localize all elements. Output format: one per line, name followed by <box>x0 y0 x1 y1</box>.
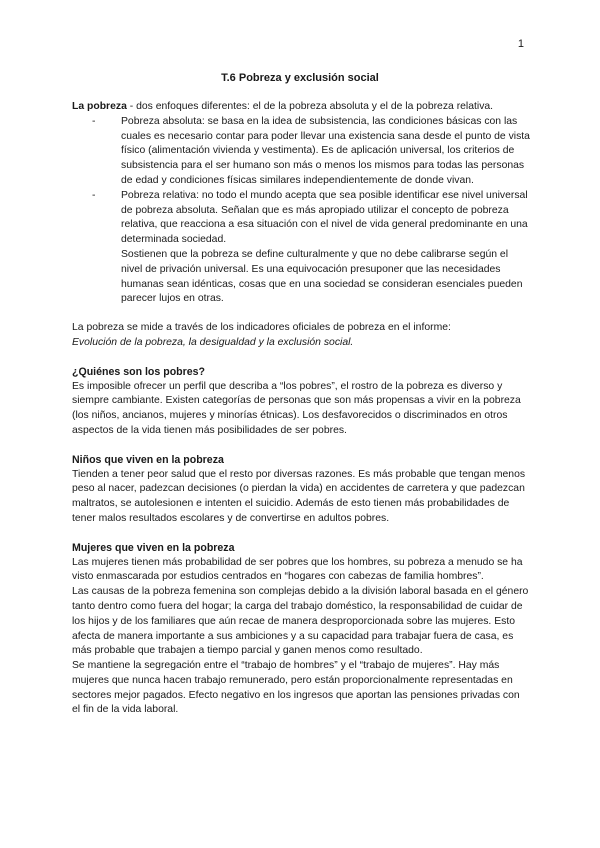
list-item-absolute <box>92 115 530 189</box>
section-heading: Niños que viven en la pobreza <box>72 453 224 466</box>
measure-paragraph <box>72 321 530 351</box>
page-number: 1 <box>517 38 524 50</box>
list-item-relative <box>92 189 530 307</box>
section-text: Las causas de la pobreza femenina son complejas debido a la división laboral basada en el género tanto dentro como fuera del hogar; la carga del trabajo doméstico, la responsabilidad de cuidar de los hijos y de los familiares que aún recae de manera desproporcionada sobre las mujeres. Esto afecta de manera importante a sus ambiciones y a su capacidad para trabajar fuera de casa, es más probable que trabajen a tiempo parcial y ganen menos como resultado. <box>72 586 529 657</box>
list-item-text: Pobreza absoluta: se basa en la idea de subsistencia, las condiciones básicas con las cuales es necesario contar para poder llevar una existencia sana desde el punto de vista físico (alimentación vivienda y vestimenta). Es de aplicación universal, los criterios de subsistencia para el ser humano son más o menos los mismos para todas las personas de edad y condiciones físicas similares independientemente de donde vivan. <box>121 115 530 186</box>
section-text: Las mujeres tienen más probabilidad de ser pobres que los hombres, su pobreza a menudo se ha visto enmascarada por estudios centrados en “hogares con cabezas de familia hombres”. <box>72 556 523 583</box>
list-dash: - <box>92 189 96 201</box>
list-item-text: Pobreza relativa: no todo el mundo acepta que sea posible identificar ese nivel universal de pobreza absoluta. Señalan que es más apropiado utilizar el concepto de pobreza relativa, que reacciona a esa situación con el nivel de vida general predominante en una determinada sociedad. <box>121 189 528 246</box>
section-heading: Mujeres que viven en la pobreza <box>72 541 235 554</box>
section-heading: ¿Quiénes son los pobres? <box>72 365 206 378</box>
document-title: T.6 Pobreza y exclusión social <box>221 72 379 84</box>
report-title: Evolución de la pobreza, la desigualdad y la exclusión social. <box>72 336 354 348</box>
intro-text: - dos enfoques diferentes: el de la pobreza absoluta y el de la pobreza relativa. <box>126 101 494 112</box>
intro-heading: La pobreza <box>72 101 127 112</box>
section-text: Tienden a tener peor salud que el resto por diversas razones. Es más probable que tengan menos peso al nacer, padezcan decisiones (o pierdan la vida) en accidentes de carretera y que padezcan maltratos, se autolesionen e intenten el suicidio. Además de esto tienen más probabilidades de tener malos resultados escolares y de convertirse en adultos pobres. <box>72 468 526 524</box>
intro-paragraph <box>72 100 530 115</box>
section-mujeres <box>72 541 530 719</box>
poverty-types-list <box>72 115 530 307</box>
document-body <box>72 100 530 718</box>
list-item-text-continued: Sostienen que la pobreza se define culturalmente y que no debe calibrarse según el nivel de privación universal. Es una equivocación presuponer que las necesidades humanas sean idénticas, cosas que en una sociedad se consideran esenciales pueden parecer lujos en otras. <box>121 248 523 305</box>
section-ninos <box>72 453 530 527</box>
section-text: Es imposible ofrecer un perfil que describa a “los pobres”, el rostro de la pobreza es diverso y siempre cambiante. Existen categorías de personas que son más propensas a vivir en la pobreza (los niños, ancianos, mujeres y minorías étnicas). Los desfavorecidos o discriminados en otros aspectos de la vida tienen más posibilidades de ser pobres. <box>72 380 521 436</box>
measure-text: La pobreza se mide a través de los indicadores oficiales de pobreza en el informe: <box>72 322 451 334</box>
list-dash: - <box>92 115 96 127</box>
section-quienes <box>72 365 530 439</box>
section-text: Se mantiene la segregación entre el “trabajo de hombres” y el “trabajo de mujeres”. Hay más mujeres que nunca hacen trabajo remunerado, pero están proporcionalmente representadas en sectores mejor pagados. Efecto negativo en los ingresos que aportan las pensiones privadas con el fin de la vida laboral. <box>72 660 520 716</box>
